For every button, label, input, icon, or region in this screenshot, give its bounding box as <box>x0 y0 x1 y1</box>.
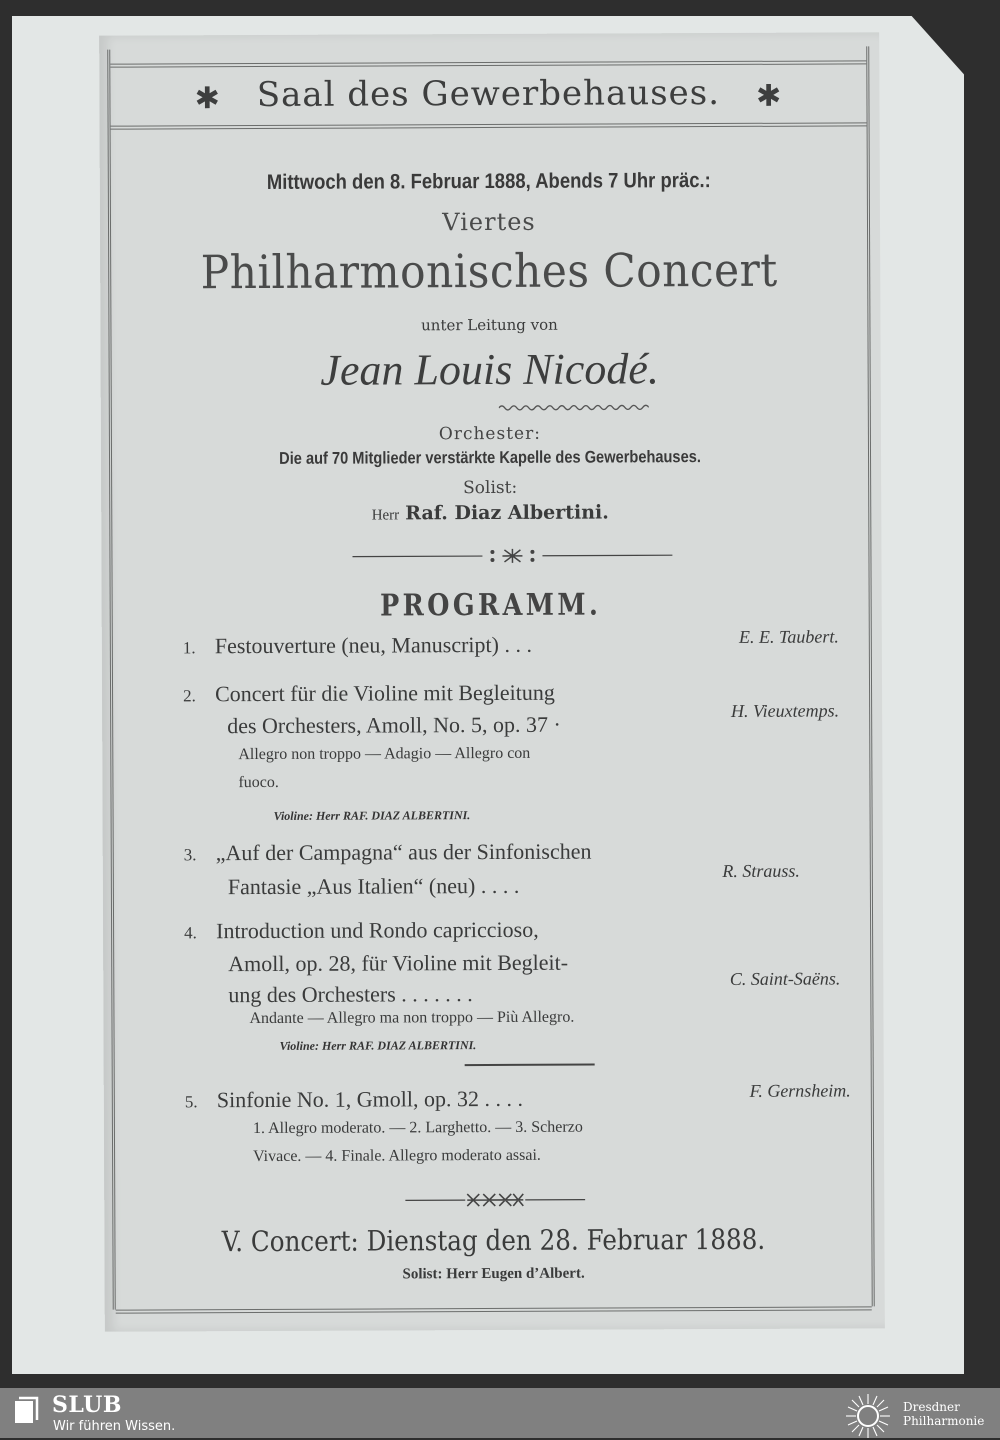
program-heading: PROGRAMM. <box>169 587 812 625</box>
performer-note: Violine: Herr RAF. DIAZ ALBERTINI. <box>280 1038 477 1054</box>
wavy-divider-icon <box>499 403 649 412</box>
soloist-label: Solist: <box>112 476 868 499</box>
direction-label: unter Leitung von <box>111 314 867 335</box>
item-title-line: Fantasie „Aus Italien“ (neu) . . . . <box>184 869 824 904</box>
program-item <box>183 631 823 660</box>
venue-heading <box>110 72 866 115</box>
card-frame <box>107 46 874 1309</box>
item-title-line: Introduction und Rondo capriccioso, <box>216 917 539 943</box>
item-number: 3. <box>184 839 216 871</box>
program-item <box>183 677 823 742</box>
star-ornament-icon: ✱ <box>756 79 782 114</box>
concert-program-card <box>99 32 885 1331</box>
partner-line-1: Dresdner <box>903 1400 984 1414</box>
item-number: 4. <box>184 917 216 948</box>
dresdner-philharmonie-sun-icon <box>842 1392 894 1440</box>
movement-line: fuoco. <box>238 768 530 797</box>
slub-tagline: Wir führen Wissen. <box>53 1419 175 1434</box>
header-rule <box>111 122 867 129</box>
item-title: Festouverture (neu, Manuscript) . . . <box>215 632 532 658</box>
bottom-rule <box>116 1306 872 1313</box>
short-divider <box>465 1064 595 1067</box>
item-number: 5. <box>185 1092 217 1112</box>
movement-line: Vivace. — 4. Finale. Allegro moderato assai. <box>253 1142 583 1171</box>
orchestra-label: Orchester: <box>112 422 868 445</box>
conductor-name: Jean Louis Nicodé. <box>112 342 868 396</box>
soloist-name: Raf. Diaz Albertini. <box>405 501 609 524</box>
fleuron-divider-icon <box>405 1192 585 1209</box>
dresdner-philharmonie-logo-text[interactable] <box>903 1400 984 1428</box>
item-title-line: „Auf der Campagna“ aus der Sinfonischen <box>216 839 592 866</box>
soloist-prefix: Herr <box>372 507 400 523</box>
item-title-line: ung des Orchesters . . . . . . . <box>184 977 824 1011</box>
concert-ordinal: Viertes <box>111 206 867 237</box>
item-title-line: Amoll, op. 28, für Violine mit Begleit- <box>184 946 824 980</box>
composer: C. Saint-Saëns. <box>730 968 841 989</box>
concert-date: Mittwoch den 8. Februar 1888, Abends 7 Uhr präc.: <box>156 169 821 196</box>
item-number: 2. <box>183 681 215 711</box>
program-item <box>184 913 824 1011</box>
program-item <box>185 1085 825 1114</box>
orchestra-text: Die auf 70 Mitglieder verstärkte Kapelle des Gewerbehauses. <box>165 447 815 470</box>
top-rule <box>110 60 866 67</box>
slub-logo-text[interactable]: SLUB <box>52 1392 122 1418</box>
composer: H. Vieuxtemps. <box>731 700 839 721</box>
movement-line: Andante — Allegro ma non troppo — Più Allegro. <box>249 1004 574 1033</box>
movements <box>238 740 530 797</box>
soloist <box>112 500 868 525</box>
item-title-line: des Orchesters, Amoll, No. 5, op. 37 · <box>183 709 823 742</box>
next-soloist: Solist: Herr Eugen d’Albert. <box>116 1264 872 1284</box>
venue-text: Saal des Gewerbehauses. <box>257 73 720 115</box>
item-title-line: Sinfonie No. 1, Gmoll, op. 32 . . . . <box>217 1086 523 1112</box>
concert-title: Philharmonisches Concert <box>141 242 837 299</box>
viewer-footer <box>0 1388 1000 1438</box>
composer: E. E. Taubert. <box>739 626 839 647</box>
movement-line: Allegro non troppo — Adagio — Allegro con <box>238 740 530 769</box>
composer: R. Strauss. <box>722 861 800 882</box>
item-number: 1. <box>183 638 215 658</box>
composer: F. Gernsheim. <box>750 1080 851 1101</box>
next-concert: V. Concert: Dienstag den 28. Februar 1888. <box>161 1223 826 1259</box>
movement-line: 1. Allegro moderato. — 2. Larghetto. — 3. Scherzo <box>253 1114 583 1143</box>
movements <box>253 1114 583 1171</box>
star-ornament-icon: ✱ <box>195 81 221 116</box>
item-title-line: Concert für die Violine mit Begleitung <box>215 680 555 706</box>
movements <box>249 1004 574 1033</box>
partner-line-2: Philharmonie <box>903 1414 984 1428</box>
fleuron-divider-icon <box>352 547 672 564</box>
performer-note: Violine: Herr RAF. DIAZ ALBERTINI. <box>274 808 471 824</box>
slub-book-icon <box>13 1396 41 1424</box>
